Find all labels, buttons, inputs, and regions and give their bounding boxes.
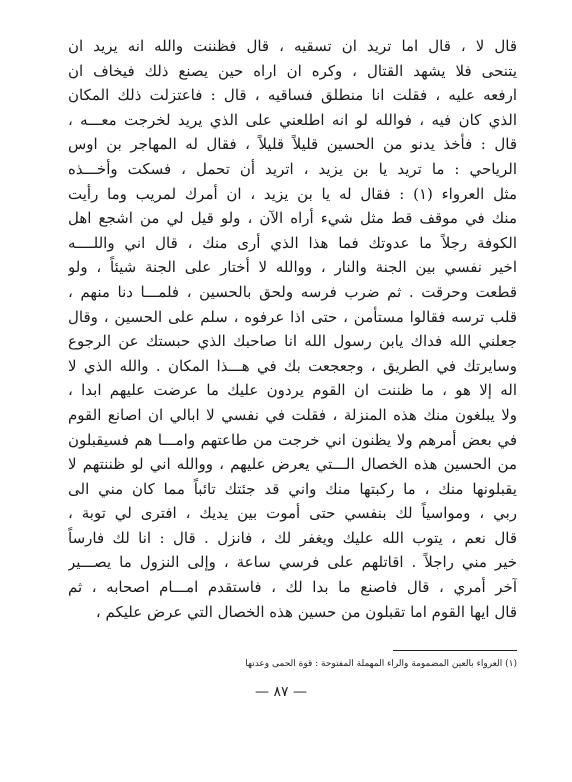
text-line: قال لا ، قال اما تريد ان تسقيه ، قال فظننت والله انه يريد ان [68, 37, 517, 55]
text-line: منك في موقف قط مثل شيء أراه الآن ، ولو قيل لي من اشجع اهل [68, 209, 517, 228]
text-line: في بعض أمرهم ولا يظنون اني خرجت من طاعتهم وامـــا هم فسيقبلون [68, 430, 517, 449]
footnote: (١) العرواء بالعين المضمومة والراء المهملة المفتوحة : قوة الحمى وعدتها [245, 659, 517, 669]
text-line: ارفعه عليه ، فقلت انا منطلق فساقيه ، قال : فاعتزلت ذلك المكان [68, 86, 517, 105]
text-line: آخر أمري ، قال فاصنع ما بدا لك ، فاستقدم امـــام اصحابه ، ثم [68, 578, 517, 597]
text-line: من الحسين هذه الخصال الـــتي يعرض عليهم ، ووالله اني لو ظننتهم لا [68, 455, 517, 474]
text-line: يتنحى فلا يشهد القتال ، وكره ان اراه حين يصنع ذلك فيخاف ان [68, 61, 517, 80]
text-line: الذي كان فيه ، فوالله لو انه اطلعني على الذي يريد لخرجت معـــه ، [68, 110, 517, 129]
footnote-divider [393, 650, 517, 651]
text-line: مثل العرواء (١) : فقال له يا بن يزيد ، ان أمرك لمريب وما رأيت [68, 184, 517, 203]
text-line: جعلني الله فداك يابن رسول الله انا صاحبك الذي حبستك عن الرجوع [68, 332, 517, 351]
text-line: الرياحي : ما تريد يا بن يزيد ، اتريد أن تحمل ، فسكت وأخـــذه [68, 159, 517, 178]
text-line: ولا يبلغون منك هذه المنزلة ، فقلت في نفسي لا ابالي ان اصانع القوم [68, 405, 517, 424]
text-line: قال نعم ، يتوب الله عليك ويغفر لك ، فانزل . قال : انا لك فارساً [68, 528, 517, 547]
text-line: قلب ترسه فقالوا مستأمن ، حتى اذا عرفوه ، سلم على الحسين ، وقال [68, 307, 517, 326]
text-line: ربي ، ومواسياً لك بنفسي حتى أموت بين يديك ، افترى لي توبة ، [68, 504, 517, 523]
text-line: خير مني راجلاً . اقاتلهم على فرسي ساعة ، وإلى النزول ما يصـــير [68, 553, 517, 572]
text-line: وسايرتك في الطريق ، وجعجعت بك في هـــذا المكان . والله الذي لا [68, 356, 517, 375]
text-line: قال : فأخذ يدنو من الحسين قليلاً قليلاً ، فقال له المهاجر بن اوس [68, 135, 517, 154]
text-line: قال ايها القوم اما تقبلون من حسين هذه الخصال التي عرض عليكم ، [95, 602, 517, 621]
text-line: اله إلا هو ، ما ظننت ان القوم يردون عليك ما عرضت عليهم ابدا ، [68, 381, 517, 400]
page-number: — ٨٧ — [255, 684, 307, 700]
text-line: اخير نفسي بين الجنة والنار ، ووالله لا أختار على الجنة شيئاً ، ولو [68, 258, 517, 277]
text-line: قطعت وحرقت . ثم ضرب فرسه ولحق بالحسين ، فلمـــا دنا منهم ، [68, 282, 517, 301]
body-text [68, 34, 517, 624]
text-line: الكوفة رجلاً ما عدوتك فما هذا الذي أرى منك ، قال اني واللــــه [68, 233, 517, 252]
text-line: يقبلونها منك ، ما ركبتها منك واني قد جئتك تائباً مما كان مني الى [68, 479, 517, 498]
